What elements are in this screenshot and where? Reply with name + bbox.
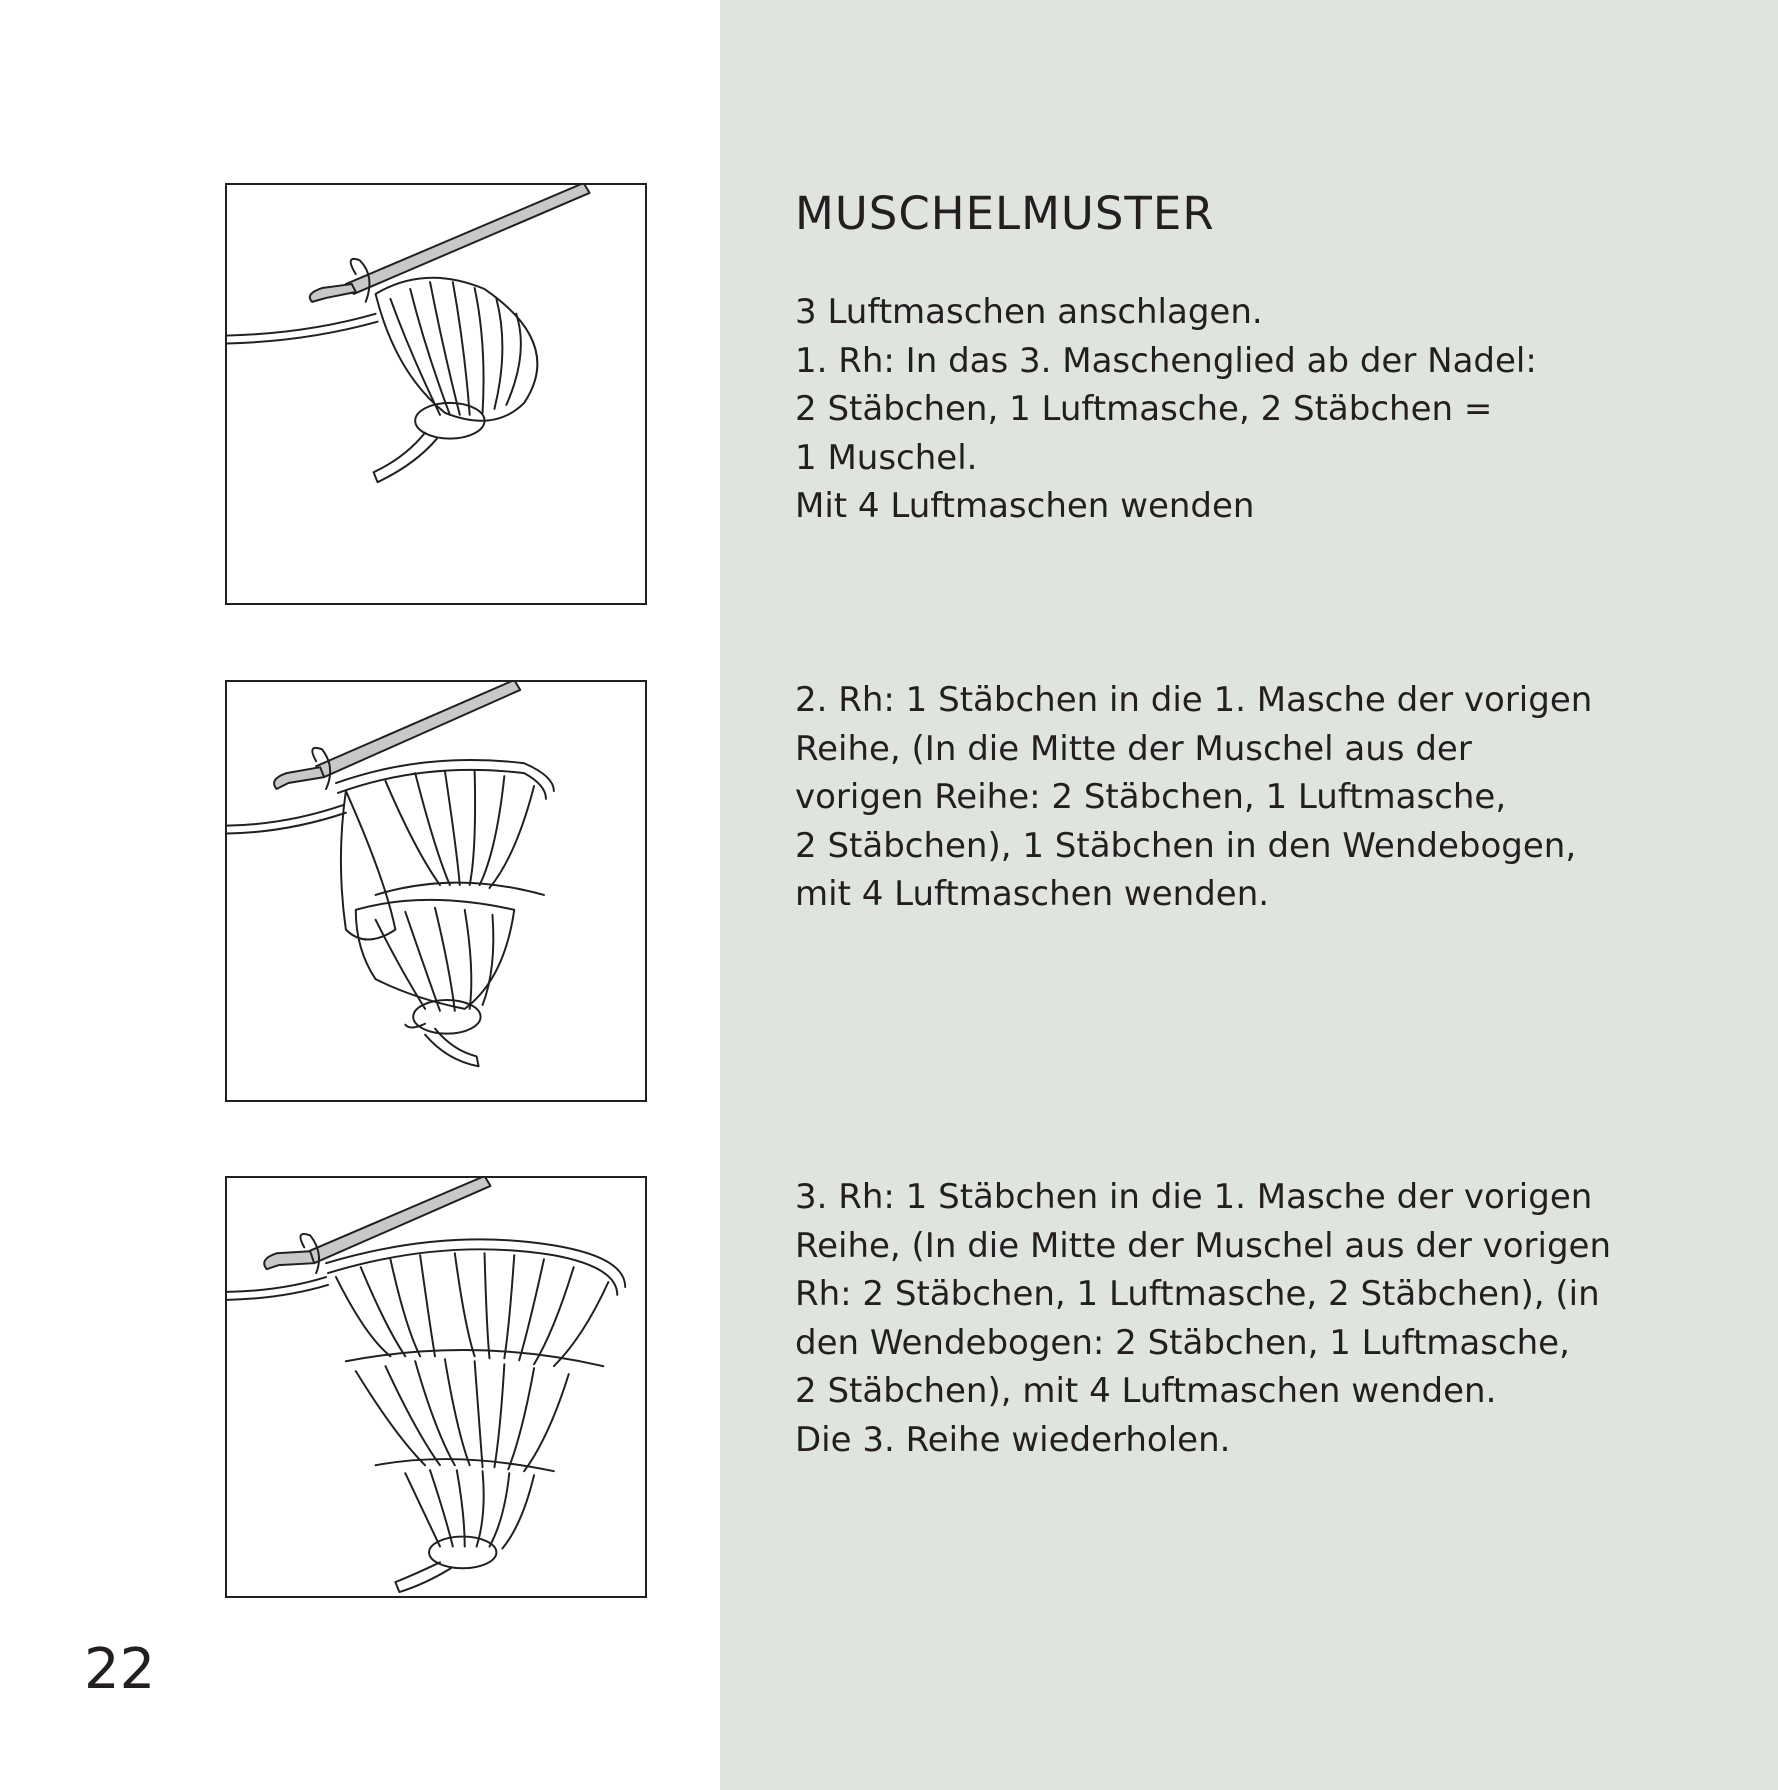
step-3-line: Reihe, (In die Mitte der Muschel aus der vorigen [795,1225,1611,1266]
step-2-instructions [795,676,1675,919]
step-3-line: Die 3. Reihe wiederholen. [795,1419,1231,1460]
page-title: MUSCHELMUSTER [795,187,1215,240]
step-1-line: 3 Luftmaschen anschlagen. [795,292,1263,332]
step-2-line: Reihe, (In die Mitte der Muschel aus der [795,728,1472,769]
step-3-line: 3. Rh: 1 Stäbchen in die 1. Masche der vorigen [795,1177,1593,1217]
step-3-line: den Wendebogen: 2 Stäbchen, 1 Luftmasche, [795,1322,1570,1363]
crochet-hook-third-row-icon [227,1178,645,1596]
step-2-line: mit 4 Luftmaschen wenden. [795,874,1270,914]
illustration-frame-2 [225,680,647,1102]
illustration-frame-3 [225,1176,647,1598]
step-2-line: 2. Rh: 1 Stäbchen in die 1. Masche der vorigen [795,680,1593,720]
step-1-line: 1. Rh: In das 3. Maschenglied ab der Nadel: [795,340,1537,381]
crochet-hook-first-shell-icon [227,185,645,603]
step-1-instructions [795,288,1675,531]
step-1-line: Mit 4 Luftmaschen wenden [795,486,1255,526]
step-3-line: 2 Stäbchen), mit 4 Luftmaschen wenden. [795,1371,1497,1411]
step-1-line: 1 Muschel. [795,437,978,478]
page-number: 22 [84,1637,156,1702]
step-1-line: 2 Stäbchen, 1 Luftmasche, 2 Stäbchen = [795,389,1493,429]
step-2-line: 2 Stäbchen), 1 Stäbchen in den Wendebogen, [795,825,1577,866]
step-2-line: vorigen Reihe: 2 Stäbchen, 1 Luftmasche, [795,777,1507,817]
crochet-hook-second-row-icon [227,682,645,1100]
illustration-frame-1 [225,183,647,605]
step-3-line: Rh: 2 Stäbchen, 1 Luftmasche, 2 Stäbchen), (in [795,1274,1600,1314]
step-3-instructions [795,1173,1675,1464]
